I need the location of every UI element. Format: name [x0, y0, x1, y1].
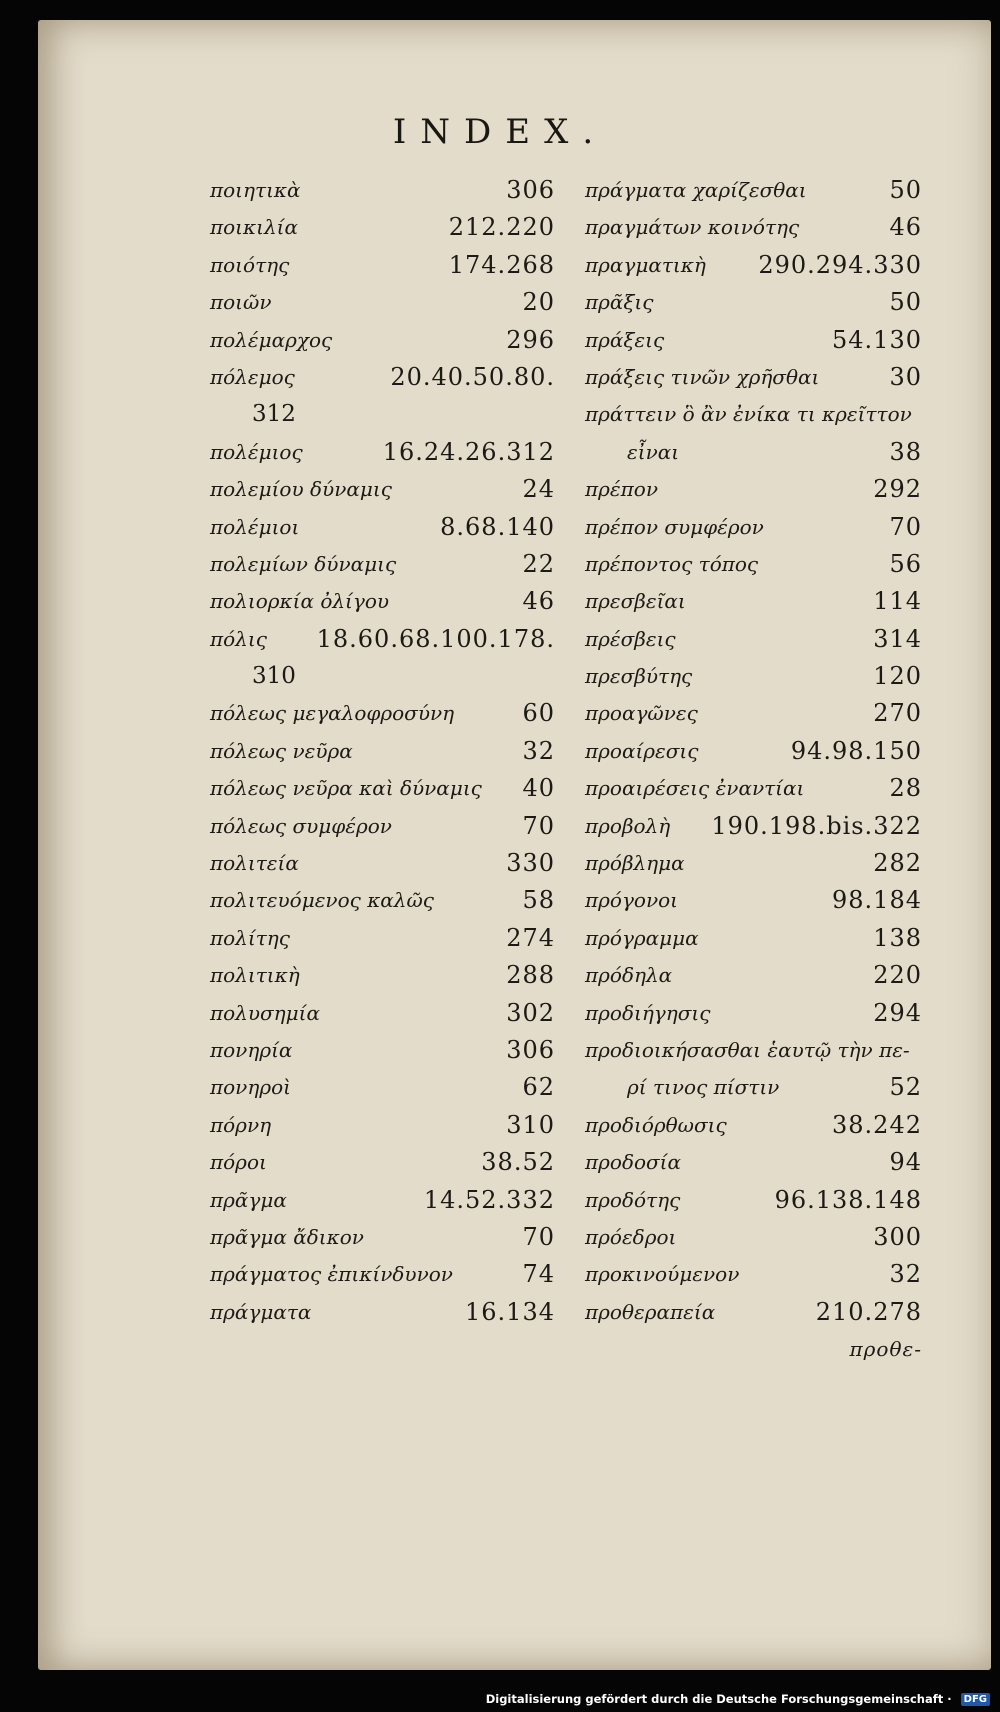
index-entry — [210, 209, 555, 246]
entry-term: προθεραπεία — [585, 1299, 716, 1324]
catchword: προθε- — [849, 1337, 922, 1362]
entry-page-numbers: 210.278 — [815, 1297, 922, 1326]
entry-page-numbers: 138 — [873, 923, 922, 952]
entry-term: πράγματα χαρίζεσθαι — [585, 178, 807, 202]
entry-page-numbers: 60 — [522, 699, 555, 728]
index-entry — [210, 1182, 555, 1219]
index-entry — [210, 957, 555, 994]
entry-term: πρᾶγμα ἄδικον — [210, 1224, 364, 1249]
entry-page-numbers: 220 — [873, 961, 922, 990]
index-entry — [585, 1182, 922, 1219]
index-entry — [585, 845, 922, 882]
index-entry — [585, 920, 922, 957]
index-entry — [210, 172, 555, 209]
entry-page-numbers: 56 — [889, 549, 922, 578]
index-entry — [585, 546, 922, 583]
entry-term: προαιρέσεις ἐναντίαι — [585, 776, 805, 801]
index-entry — [210, 695, 555, 732]
index-entry — [585, 1219, 922, 1256]
index-entry — [210, 1107, 555, 1144]
entry-term: προαίρεσις — [585, 738, 699, 763]
index-entry — [585, 471, 922, 508]
index-entry — [585, 621, 922, 658]
entry-term: πόλεμος — [210, 364, 295, 389]
entry-term: πολιορκία ὀλίγου — [210, 589, 390, 614]
index-entry — [210, 995, 555, 1032]
entry-term: πράγματος ἐπικίνδυνον — [210, 1262, 453, 1287]
entry-page-numbers: 302 — [506, 998, 555, 1027]
index-entry — [210, 247, 555, 284]
entry-term: πρέπον — [585, 477, 658, 502]
index-entry — [585, 209, 922, 246]
entry-page-numbers: 314 — [873, 624, 922, 653]
entry-page-numbers: 306 — [506, 1035, 555, 1064]
index-entry — [210, 621, 555, 658]
entry-page-numbers: 120 — [873, 662, 922, 691]
index-entry — [210, 845, 555, 882]
entry-page-numbers: 28 — [889, 774, 922, 803]
index-entry — [210, 1069, 555, 1106]
entry-term: πράττειν ὃ ἂν ἐνίκα τι κρεῖττον — [585, 402, 912, 427]
entry-term: προδιόρθωσις — [585, 1112, 727, 1137]
entry-page-numbers: 330 — [506, 849, 555, 878]
entry-page-numbers: 8.68.140 — [440, 512, 555, 541]
entry-page-numbers: 46 — [889, 213, 922, 242]
index-entry — [585, 733, 922, 770]
index-entry — [210, 583, 555, 620]
index-entry — [585, 509, 922, 546]
footer-text: Digitalisierung gefördert durch die Deutsche Forschungsgemeinschaft · — [485, 1692, 952, 1706]
entry-term: πολιτικὴ — [210, 963, 300, 988]
entry-term: προδότης — [585, 1187, 681, 1212]
index-entry — [210, 322, 555, 359]
entry-term: πολέμιοι — [210, 514, 300, 539]
entry-term: πρέπον συμφέρον — [585, 514, 764, 539]
entry-term: πολιτεία — [210, 851, 299, 876]
entry-term: πράγματα — [210, 1299, 312, 1324]
index-entry — [585, 247, 922, 284]
entry-term: πόλεως συμφέρον — [210, 813, 392, 838]
index-entry — [210, 658, 555, 695]
entry-page-numbers: 282 — [873, 849, 922, 878]
entry-term: πονηρία — [210, 1037, 293, 1062]
entry-page-numbers: 30 — [889, 362, 922, 391]
entry-term: πονηροὶ — [210, 1075, 291, 1100]
entry-continuation: 310 — [252, 663, 296, 690]
index-entry — [585, 770, 922, 807]
entry-term: ρί τινος πίστιν — [627, 1075, 780, 1100]
entry-page-numbers: 54.130 — [832, 325, 922, 354]
entry-term: ποιῶν — [210, 290, 272, 315]
index-entry — [585, 1144, 922, 1181]
entry-page-numbers: 32 — [522, 736, 555, 765]
index-entry — [585, 1032, 922, 1069]
entry-page-numbers: 38 — [889, 437, 922, 466]
entry-term: ποικιλία — [210, 215, 299, 240]
entry-page-numbers: 46 — [522, 587, 555, 616]
entry-term: πρόεδροι — [585, 1224, 677, 1249]
entry-term: προδιήγησις — [585, 1000, 711, 1025]
entry-term: προκινούμενον — [585, 1262, 740, 1287]
entry-term: πρᾶξις — [585, 290, 654, 315]
entry-page-numbers: 24 — [522, 475, 555, 504]
entry-page-numbers: 174.268 — [448, 250, 555, 279]
entry-term: πολέμαρχος — [210, 327, 333, 352]
index-column-left — [210, 172, 555, 1331]
index-entry — [210, 284, 555, 321]
entry-page-numbers: 58 — [522, 886, 555, 915]
entry-page-numbers: 94.98.150 — [790, 736, 922, 765]
entry-term: πρέποντος τόπος — [585, 551, 759, 576]
entry-term: πολέμιος — [210, 439, 303, 464]
index-entry — [210, 1032, 555, 1069]
entry-page-numbers: 70 — [889, 512, 922, 541]
index-entry — [210, 770, 555, 807]
entry-page-numbers: 20 — [522, 288, 555, 317]
index-entry — [585, 172, 922, 209]
entry-page-numbers: 40 — [522, 774, 555, 803]
index-entry — [585, 1256, 922, 1293]
entry-term: πρεσβεῖαι — [585, 589, 686, 614]
index-entry — [585, 434, 922, 471]
entry-page-numbers: 290.294.330 — [758, 250, 922, 279]
entry-page-numbers: 32 — [889, 1260, 922, 1289]
entry-term: πράξεις — [585, 327, 665, 352]
digitization-credit — [486, 1692, 990, 1706]
entry-page-numbers: 22 — [522, 549, 555, 578]
index-entry — [585, 284, 922, 321]
index-entry — [210, 1219, 555, 1256]
entry-term: πρᾶγμα — [210, 1187, 287, 1212]
entry-term: προαγῶνες — [585, 701, 698, 726]
index-column-right — [585, 172, 922, 1369]
entry-term: πολίτης — [210, 925, 290, 950]
entry-page-numbers: 270 — [873, 699, 922, 728]
index-entry — [210, 808, 555, 845]
entry-page-numbers: 50 — [889, 176, 922, 204]
entry-term: πολεμίων δύναμις — [210, 551, 397, 576]
index-entry — [210, 882, 555, 919]
entry-term: πόροι — [210, 1150, 267, 1175]
entry-term: ποιότης — [210, 252, 290, 277]
entry-term: πρόγονοι — [585, 888, 678, 913]
entry-continuation: 312 — [252, 401, 296, 428]
entry-page-numbers: 292 — [873, 475, 922, 504]
entry-page-numbers: 294 — [873, 998, 922, 1027]
entry-page-numbers: 288 — [506, 961, 555, 990]
entry-term: πολιτευόμενος καλῶς — [210, 888, 434, 913]
entry-page-numbers: 310 — [506, 1110, 555, 1139]
entry-page-numbers: 94 — [889, 1148, 922, 1177]
index-entry — [585, 1331, 922, 1368]
entry-page-numbers: 20.40.50.80. — [390, 362, 555, 391]
entry-term: πρόβλημα — [585, 851, 685, 876]
entry-page-numbers: 18.60.68.100.178. — [316, 624, 555, 653]
entry-page-numbers: 16.134 — [465, 1297, 555, 1326]
entry-page-numbers: 98.184 — [832, 886, 922, 915]
entry-page-numbers: 300 — [873, 1222, 922, 1251]
entry-page-numbers: 62 — [522, 1073, 555, 1102]
index-entry — [210, 434, 555, 471]
entry-page-numbers: 114 — [873, 587, 922, 616]
entry-term: προδοσία — [585, 1150, 682, 1175]
entry-term: πόλεως νεῦρα καὶ δύναμις — [210, 776, 482, 801]
entry-page-numbers: 50 — [889, 288, 922, 317]
index-entry — [210, 1294, 555, 1331]
index-entry — [585, 658, 922, 695]
entry-page-numbers: 70 — [522, 811, 555, 840]
entry-page-numbers: 38.242 — [832, 1110, 922, 1139]
entry-term: πόλις — [210, 626, 267, 651]
index-entry — [210, 1256, 555, 1293]
entry-term: εἶναι — [627, 439, 680, 464]
entry-term: πόλεως μεγαλοφροσύνη — [210, 701, 455, 726]
entry-page-numbers: 38.52 — [481, 1148, 555, 1177]
entry-page-numbers: 306 — [506, 176, 555, 204]
entry-term: πρόγραμμα — [585, 925, 699, 950]
index-entry — [585, 882, 922, 919]
index-entry — [585, 1069, 922, 1106]
entry-term: πόλεως νεῦρα — [210, 738, 353, 763]
index-entry — [585, 359, 922, 396]
entry-term: πολεμίου δύναμις — [210, 477, 392, 502]
entry-term: πρεσβύτης — [585, 664, 693, 689]
entry-term: πράξεις τινῶν χρῆσθαι — [585, 364, 820, 389]
index-entry — [585, 396, 922, 433]
entry-page-numbers: 190.198.bis.322 — [711, 811, 922, 840]
index-entry — [210, 733, 555, 770]
index-entry — [585, 1107, 922, 1144]
index-entry — [210, 920, 555, 957]
entry-term: ποιητικὰ — [210, 178, 301, 202]
entry-term: πόρνη — [210, 1112, 272, 1137]
entry-term: πολυσημία — [210, 1000, 320, 1025]
entry-term: πρέσβεις — [585, 626, 676, 651]
index-entry — [210, 471, 555, 508]
entry-page-numbers: 296 — [506, 325, 555, 354]
entry-term: πραγματικὴ — [585, 252, 706, 277]
index-entry — [210, 1144, 555, 1181]
entry-term: προβολὴ — [585, 813, 671, 838]
entry-page-numbers: 70 — [522, 1222, 555, 1251]
entry-page-numbers: 96.138.148 — [774, 1185, 922, 1214]
index-entry — [585, 995, 922, 1032]
index-entry — [210, 509, 555, 546]
entry-term: πρόδηλα — [585, 963, 673, 988]
entry-term: πραγμάτων κοινότης — [585, 215, 800, 240]
entry-page-numbers: 16.24.26.312 — [382, 437, 555, 466]
entry-page-numbers: 74 — [522, 1260, 555, 1289]
index-entry — [210, 359, 555, 396]
index-entry — [585, 695, 922, 732]
entry-page-numbers: 14.52.332 — [423, 1185, 555, 1214]
index-entry — [585, 322, 922, 359]
index-entry — [210, 546, 555, 583]
page-title: INDEX. — [392, 112, 608, 152]
entry-page-numbers: 212.220 — [448, 213, 555, 242]
entry-page-numbers: 52 — [889, 1073, 922, 1102]
entry-page-numbers: 274 — [506, 923, 555, 952]
index-entry — [585, 1294, 922, 1331]
index-entry — [210, 396, 555, 433]
dfg-logo: DFG — [961, 1693, 990, 1706]
index-entry — [585, 808, 922, 845]
entry-term: προδιοικήσασθαι ἑαυτῷ τὴν πε- — [585, 1037, 910, 1062]
index-entry — [585, 957, 922, 994]
index-entry — [585, 583, 922, 620]
